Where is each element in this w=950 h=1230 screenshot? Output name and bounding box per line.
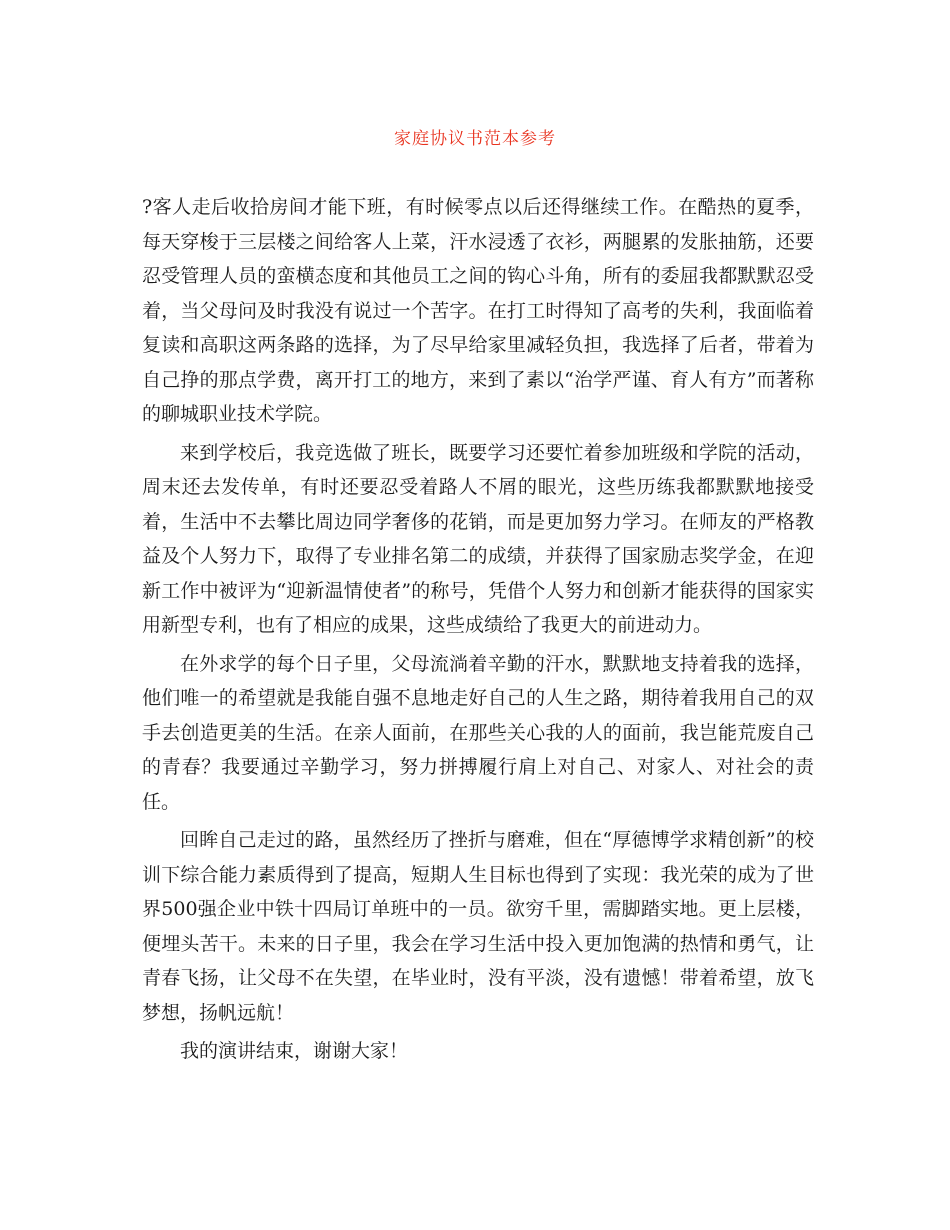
paragraph-2: 来到学校后，我竞选做了班长，既要学习还要忙着参加班级和学院的活动，周末还去发传单，有时还要忍受着路人不屑的眼光，这些历练我都默默地接受着，生活中不去攀比周边同学奢侈的花销，而是更加努力学习。在师友的严格教益及个人努力下，取得了专业排名第二的成绩，并获得了国家励志奖学金，在迎新工作中被评为“迎新温情使者”的称号，凭借个人努力和创新才能获得的国家实用新型专利，也有了相应的成果，这些成绩给了我更大的前进动力。 [142,441,814,636]
paragraph-4: 回眸自己走过的路，虽然经历了挫折与磨难，但在“厚德博学求精创新”的校训下综合能力素质得到了提高，短期人生目标也得到了实现：我光荣的成为了世界500强企业中铁十四局订单班中的一员。欲穷千里，需脚踏实地。更上层楼，便埋头苦干。未来的日子里，我会在学习生活中投入更加饱满的热情和勇气，让青春飞扬，让父母不在失望，在毕业时，没有平淡，没有遗憾！带着希望，放飞梦想，扬帆远航！ [142,829,814,1024]
paragraph-5: 我的演讲结束，谢谢大家！ [180,1040,409,1062]
document-title: 家庭协议书范本参考 [394,129,556,149]
paragraph-3: 在外求学的每个日子里，父母流淌着辛勤的汗水，默默地支持着我的选择，他们唯一的希望就是我能自强不息地走好自己的人生之路，期待着我用自己的双手去创造更美的生活。在亲人面前，在那些关心我的人的面前，我岂能荒废自己的青春？我要通过辛勤学习，努力拼搏履行肩上对自己、对家人、对社会的责任。 [142,652,814,813]
document-body [142,190,814,1073]
paragraph-1: ?客人走后收拾房间才能下班，有时候零点以后还得继续工作。在酷热的夏季，每天穿梭于三层楼之间给客人上菜，汗水浸透了衣衫，两腿累的发胀抽筋，还要忍受管理人员的蛮横态度和其他员工之间的钩心斗角，所有的委屈我都默默忍受着，当父母问及时我没有说过一个苦字。在打工时得知了高考的失利，我面临着复读和高职这两条路的选择，为了尽早给家里减轻负担，我选择了后者，带着为自己挣的那点学费，离开打工的地方，来到了素以“治学严谨、育人有方”而著称的聊城职业技术学院。 [142,196,814,425]
